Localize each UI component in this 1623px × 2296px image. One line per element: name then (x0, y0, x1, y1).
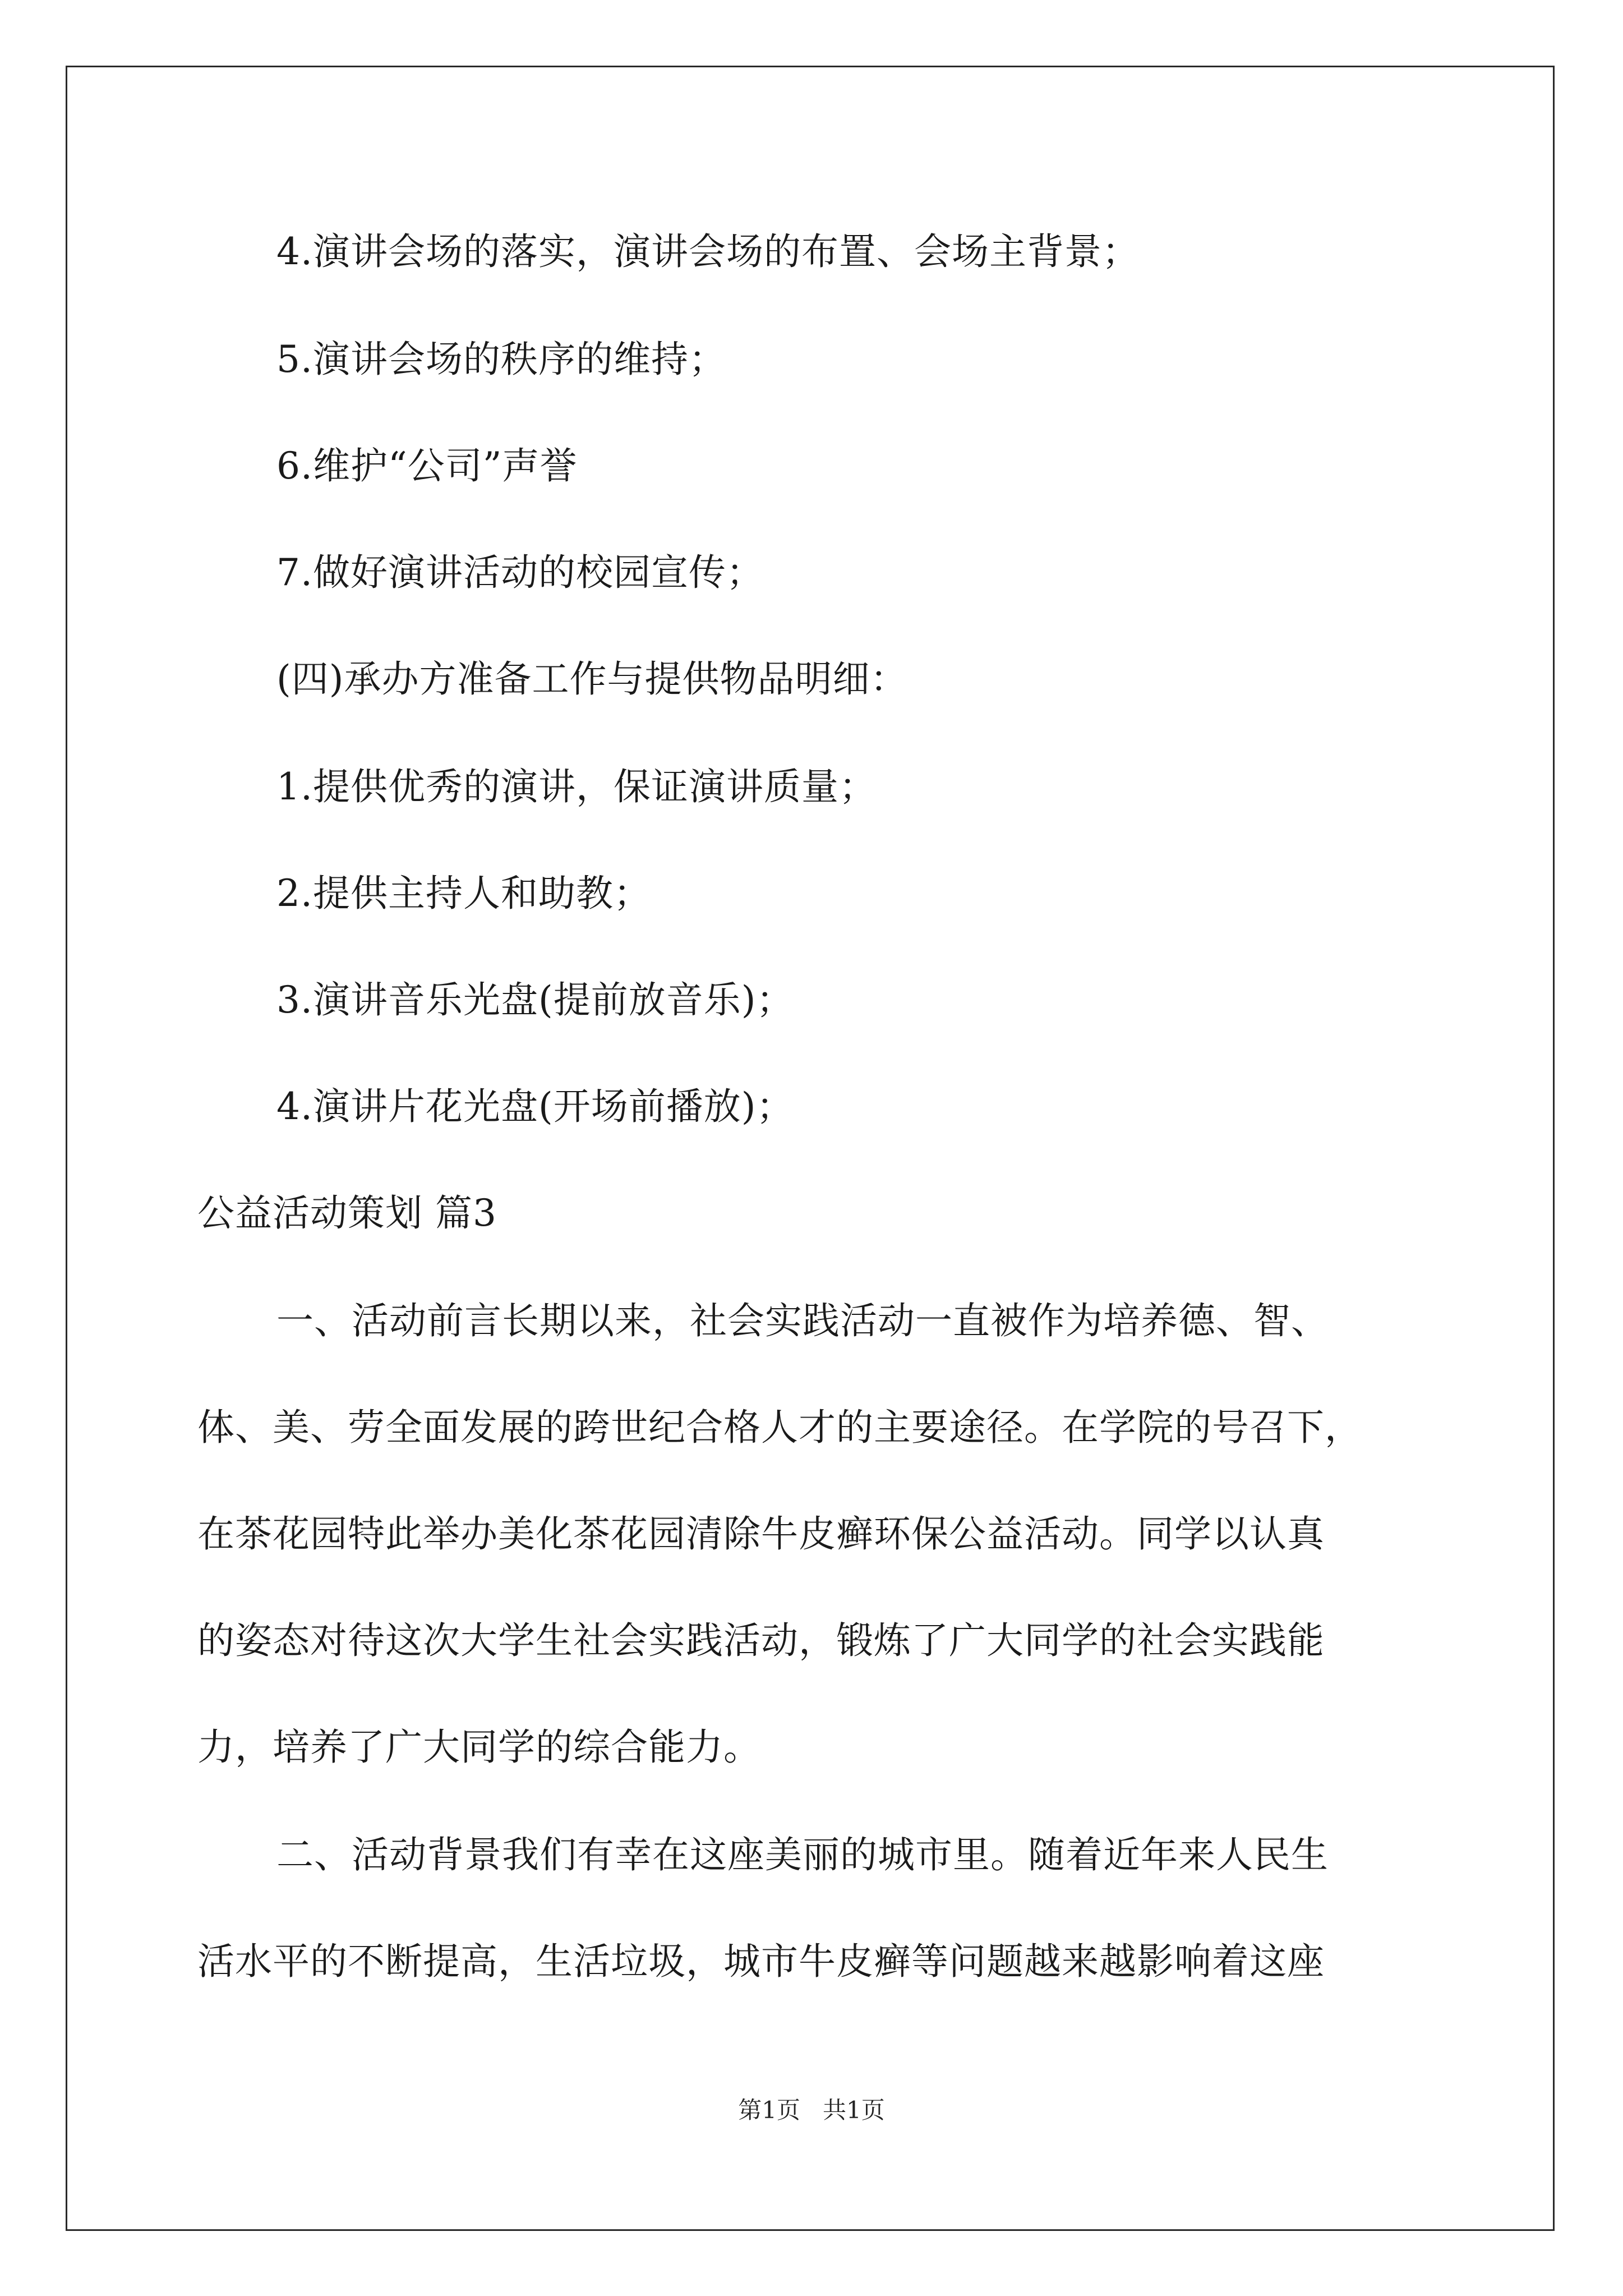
list-item: 1.提供优秀的演讲，保证演讲质量； (276, 765, 877, 808)
list-item: 2.提供主持人和助教； (276, 872, 651, 915)
page-border (66, 66, 1555, 2231)
list-item: 5.演讲会场的秩序的维持； (276, 338, 726, 381)
list-item: 4.演讲会场的落实，演讲会场的布置、会场主背景； (276, 230, 1140, 273)
list-item: 7.做好演讲活动的校园宣传； (276, 551, 764, 594)
section-heading: (四)承办方准备工作与提供物品明细： (276, 657, 908, 701)
paragraph-line: 二、活动背景我们有幸在这座美丽的城市里。随着近年来人民生 (276, 1833, 1329, 1876)
paragraph-line: 一、活动前言长期以来，社会实践活动一直被作为培养德、智、 (276, 1299, 1329, 1342)
paragraph-line: 力，培养了广大同学的综合能力。 (197, 1726, 761, 1769)
list-item: 6.维护“公司”声誉 (276, 444, 578, 487)
paragraph-line: 的姿态对待这次大学生社会实践活动，锻炼了广大同学的社会实践能 (197, 1619, 1325, 1662)
list-item: 3.演讲音乐光盘(提前放音乐)； (276, 978, 794, 1022)
list-item: 4.演讲片花光盘(开场前播放)； (276, 1085, 794, 1128)
article-title: 公益活动策划 篇3 (197, 1191, 497, 1235)
paragraph-line: 在茶花园特此举办美化茶花园清除牛皮癣环保公益活动。同学以认真 (197, 1512, 1325, 1556)
paragraph-line: 活水平的不断提高，生活垃圾，城市牛皮癣等问题越来越影响着这座 (197, 1940, 1325, 1983)
paragraph-line: 体、美、劳全面发展的跨世纪合格人才的主要途径。在学院的号召下， (197, 1406, 1362, 1449)
page-number-footer: 第1页 共1页 (738, 2096, 885, 2124)
